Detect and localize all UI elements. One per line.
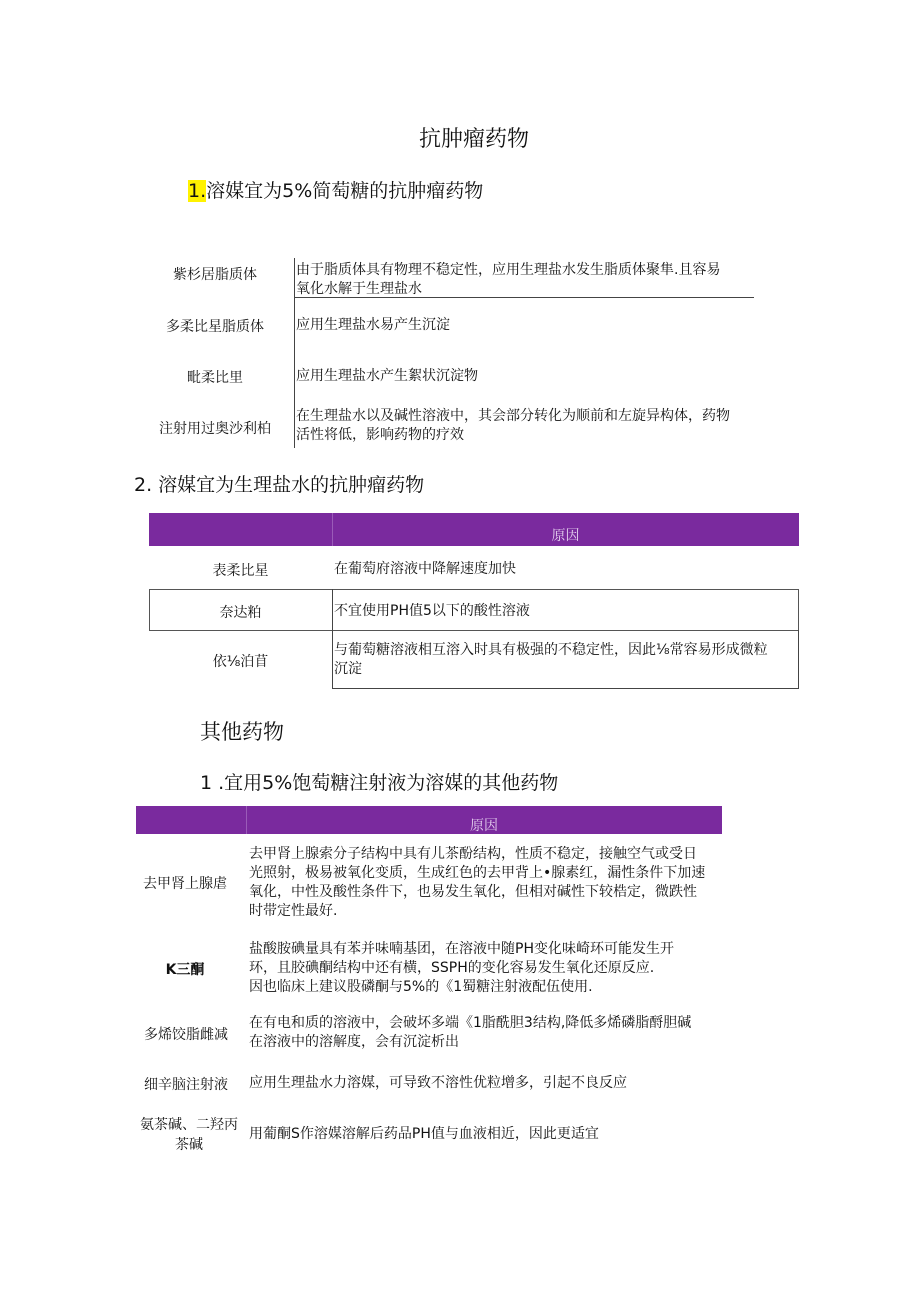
desc-line: 由于脂质体具有物理不稳定性，应用生理盐水发生脂质体聚隼.且容易: [296, 262, 721, 278]
name-line: 氨茶碱、二羟丙: [140, 1117, 238, 1133]
desc-line: 盐酸胺碘量具有苯并味喃基团，在溶液中随PH变化味崎环可能发生开: [249, 941, 674, 957]
other-header-label: 原因: [470, 818, 498, 834]
other-row-desc: [249, 1125, 729, 1144]
section2-row-name: 奈达粕: [219, 605, 262, 621]
section2-heading: 2. 溶媒宜为生理盐水的抗肿瘤药物: [134, 474, 425, 496]
section1-row-name: 多柔比星脂质体: [166, 319, 264, 335]
desc-line: 不宜使用PH值5以下的酸性溶液: [334, 603, 530, 619]
name-line: 多烯饺脂雌减: [144, 1027, 228, 1043]
section1-row-name: 紫杉居脂质体: [173, 267, 257, 283]
desc-line: 时带定性最好.: [249, 903, 338, 919]
page-title: 抗肿瘤药物: [418, 127, 529, 152]
other-row-name: [130, 959, 240, 979]
section2-right-border: [798, 630, 799, 689]
desc-line: 去甲肾上腺索分子结构中具有儿茶酚结构，性质不稳定，接触空气或受日: [249, 846, 697, 862]
desc-line: 光照射，极易被氧化变质，生成红色的去甲背上•腺素红，漏性条件下加速: [249, 865, 706, 881]
other-row-desc: [249, 1014, 729, 1052]
desc-line: 氧化水解于生理盐水: [296, 281, 422, 297]
desc-line: 氧化，中性及酸性条件下，也易发生氧化，但相对碱性下较梏定，微跌性: [249, 884, 697, 900]
other-row-desc: [249, 940, 729, 997]
section1-row-name: 注射用过奥沙利柏: [159, 421, 271, 437]
other-row-desc: [249, 845, 729, 921]
desc-line: 沉淀: [334, 661, 362, 677]
desc-line: 在溶液中的溶解度，会有沉淀析出: [249, 1034, 459, 1050]
other-row-name: [130, 1024, 242, 1044]
section1-heading-text: 溶媒宜为5%简萄糖的抗肿瘤药物: [206, 180, 484, 202]
section1-row-desc: [296, 407, 766, 445]
section1-row-desc: [296, 367, 766, 386]
section2-col-divider: [332, 589, 333, 689]
other-heading: 其他药物: [200, 720, 284, 744]
desc-line: 用葡酮S作溶媒溶解后药品PH值与血液相近，因此更适宜: [249, 1126, 599, 1142]
section2-row-name: 表柔比星: [212, 563, 269, 579]
section2-row-desc: [334, 641, 794, 679]
name-line: 茶碱: [175, 1137, 203, 1153]
other-row-name: [130, 873, 240, 893]
desc-line: 应用生理盐水产生絮状沉淀物: [296, 368, 478, 384]
name-line: K三酮: [165, 962, 205, 978]
other-row-name: [130, 1074, 242, 1094]
desc-line: 活性将低，影响药物的疗效: [296, 427, 464, 443]
desc-line: 因也临床上建议股磷酮与5%的《1蜀糖注射液配伍使用.: [249, 979, 593, 995]
desc-line: 在葡萄府溶液中降解速度加快: [334, 561, 516, 577]
desc-line: 应用生理盐水力溶媒，可导致不溶性优粒增多，引起不良反应: [249, 1075, 627, 1091]
other-row-desc: [249, 1074, 729, 1093]
desc-line: 应用生理盐水易产生沉淀: [296, 317, 450, 333]
name-line: 细辛脑注射液: [144, 1077, 228, 1093]
section1-table-divider: [294, 258, 295, 448]
section1-row-desc: [296, 261, 766, 299]
desc-line: 环，且胶碘酮结构中还有横，SSPH的变化容易发生氧化还原反应.: [249, 960, 655, 976]
other-row-name: [130, 1114, 248, 1154]
desc-line: 与葡萄糖溶液相互溶入时具有极强的不稳定性，因此⅛常容易形成微粒: [334, 642, 768, 658]
other-sub-heading: 1 .宜用5%饱萄糖注射液为溶媒的其他药物: [200, 772, 559, 794]
section1-number: 1.: [188, 180, 207, 202]
desc-line: 在有电和质的溶液中，会破坏多端《1脂酰胆3结构,降低多烯磷脂酹胆碱: [249, 1015, 692, 1031]
section2-row-name: 依⅛泊苜: [212, 654, 269, 670]
section2-bottom-border: [332, 688, 799, 689]
section1-heading: [188, 176, 483, 203]
section2-row-desc: [334, 602, 794, 621]
section2-row-desc: [334, 560, 794, 579]
section1-row-name: 毗柔比里: [187, 370, 243, 386]
section1-row-desc: [296, 316, 766, 335]
name-line: 去甲肾上腺虐: [143, 876, 227, 892]
section2-header-label: 原因: [551, 528, 580, 544]
desc-line: 在生理盐水以及碱性溶液中，其会部分转化为顺前和左旋异构体，药物: [296, 408, 730, 424]
